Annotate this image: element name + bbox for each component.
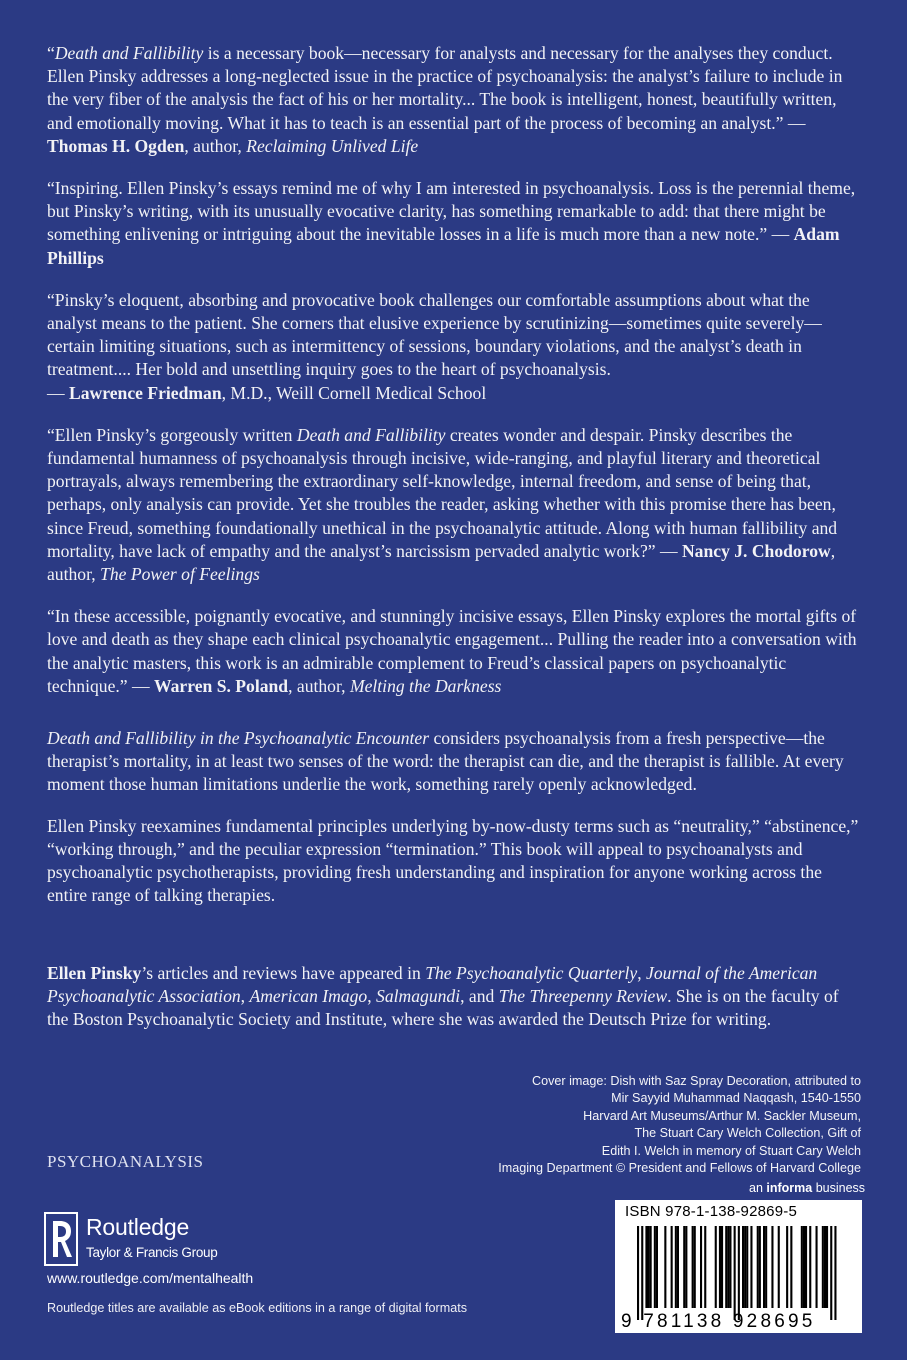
bio-text: . She is on the faculty of the Boston Psychoanalytic Society and Institute, where she was awarded the Deutsch Prize for writing. — [47, 986, 839, 1030]
informa-brand: informa — [766, 1181, 813, 1195]
journal-title: The Psychoanalytic Quarterly — [425, 963, 638, 983]
credit-line: Mir Sayyid Muhammad Naqqash, 1540-1550 — [611, 1091, 861, 1106]
barcode-bar — [650, 1226, 652, 1308]
barcode-bar — [809, 1226, 811, 1308]
journal-title: American Imago — [249, 986, 368, 1007]
credit-line: Imaging Department © President and Fellows of Harvard College — [498, 1161, 861, 1176]
endorsement-chodorow — [47, 424, 862, 586]
barcode-bar — [824, 1226, 826, 1308]
barcode-bar — [700, 1226, 702, 1308]
barcode-bar — [654, 1226, 656, 1308]
barcode-bar — [750, 1226, 752, 1308]
informa-pre: an — [749, 1181, 767, 1195]
barcode-bar — [725, 1226, 727, 1308]
informa-tagline — [749, 1181, 865, 1195]
publisher-group: Taylor & Francis Group — [86, 1245, 218, 1260]
barcode-bar — [771, 1226, 773, 1308]
barcode-bar — [719, 1226, 721, 1308]
barcode-bar — [721, 1226, 723, 1308]
book-title: Death and Fallibility — [54, 43, 204, 63]
barcode-bar — [685, 1226, 687, 1308]
barcode-bar — [742, 1226, 744, 1308]
routledge-r-icon — [44, 1212, 78, 1266]
barcode-bar — [727, 1226, 729, 1308]
barcode-bar — [778, 1226, 780, 1308]
barcode-bar — [683, 1226, 685, 1308]
endorsement-ogden — [47, 42, 862, 158]
publisher-url[interactable]: www.routledge.com/mentalhealth — [47, 1270, 254, 1286]
barcode-bar — [664, 1226, 666, 1308]
endorser-work: The Power of Feelings — [100, 564, 260, 585]
barcode-bar — [757, 1226, 759, 1308]
separator: , — [637, 963, 647, 983]
barcode-bar — [759, 1226, 761, 1308]
barcode-bar — [790, 1226, 792, 1308]
barcode-bar — [746, 1226, 748, 1308]
endorsement-text: “Inspiring. Ellen Pinsky’s essays remind me of why I am interested in psychoanalysis. Loss is the perennial theme, but Pinsky’s writing, with its unusually evocative clarity, has something remarkable to add: that there might be something enlivening or intriguing about the inevitable losses in a life is much more than a new note.” — — [47, 178, 856, 245]
endorsement-text: creates wonder and despair. Pinsky describes the fundamental humanness of psychoanalysis through incisive, wide-ranging, and playful literary and theoretical portrayals, always remembering the extraordinary self-knowledge, internal freedom, and sense of being that, perhaps, only analysis can provide. Yet she troubles the reader, asking whether with this promise there has been, since Freud, something foundationally unethical in the psychoanalytic attitude. Along with human fallibility and mortality, have lack of empathy and the analyst’s narcissism pervaded analytic work?” — — [47, 424, 838, 561]
barcode-bar — [826, 1226, 828, 1308]
routledge-logo — [44, 1212, 284, 1268]
endorsement-text: is a necessary book—necessary for analysts and necessary for the analyses they conduct. Ellen Pinsky addresses a long-neglected issue in the practice of psychoanalysis: the analyst’s failure to include in the very fiber of the analysis the fact of his or her mortality... The book is intelligent, honest, beautifully written, and emotionally moving. What it has to teach is an essential part of the process of becoming an analyst.” — — [47, 43, 843, 133]
barcode-bar — [738, 1226, 740, 1320]
journal-title: The Threepenny Review — [498, 986, 668, 1007]
endorsement-phillips — [47, 177, 862, 270]
open-quote: “ — [47, 43, 55, 63]
barcode-bar — [645, 1226, 647, 1308]
barcode-bar — [729, 1226, 731, 1308]
credit-line: Cover image: Dish with Saz Spray Decoration, attributed to — [532, 1074, 861, 1088]
barcode-bar — [744, 1226, 746, 1308]
endorsement-text: “In these accessible, poignantly evocative, and stunningly incisive essays, Ellen Pinsky explores the mortal gifts of love and death as they shape each clinical psychoanalytic engagement... Pulling the reader into a conversation with the analytic masters, this work is an admirable complement to Freud’s classical papers on psychoanalytic technique.” — — [47, 606, 857, 696]
endorser-dash: — — [47, 382, 69, 403]
barcode-digits: 9 781138 928695 — [621, 1311, 816, 1332]
journal-title: Journal of the American Psychoanalytic Association — [47, 963, 818, 1007]
barcode-bar — [637, 1226, 639, 1320]
separator: , — [367, 986, 377, 1007]
endorser-work: Reclaiming Unlived Life — [246, 135, 419, 156]
endorser-role: , author, — [288, 675, 350, 696]
barcode-bar — [803, 1226, 805, 1308]
bio-paragraph — [47, 962, 862, 1032]
barcode-bar — [641, 1226, 643, 1320]
credit-line: Edith I. Welch in memory of Stuart Cary Welch — [601, 1143, 861, 1158]
description-text: considers psychoanalysis from a fresh perspective—the therapist’s mortality, in at least two senses of the word: the therapist can die, and the therapist is fallible. At every moment those human limitations underlie the work, something rarely openly acknowledged. — [47, 728, 844, 795]
endorser-work: Melting the Darkness — [349, 675, 502, 696]
barcode-bar — [801, 1226, 803, 1308]
book-description — [47, 727, 862, 925]
barcode-bar — [763, 1226, 765, 1308]
endorser-role: , author, — [184, 135, 247, 156]
subject-category: PSYCHOANALYSIS — [47, 1152, 204, 1171]
barcode-bar — [816, 1226, 818, 1308]
barcode-bar — [675, 1226, 677, 1308]
barcode-bar — [822, 1226, 824, 1308]
barcode-bar — [694, 1226, 696, 1308]
barcode-bar — [704, 1226, 706, 1308]
credit-line: The Stuart Cary Welch Collection, Gift of — [634, 1126, 861, 1141]
endorser-name: Warren S. Poland — [154, 675, 289, 696]
endorsement-text: “Pinsky’s eloquent, absorbing and provocative book challenges our comfortable assumptions about what the analyst means to the patient. She corners that elusive experience by scrutinizing—sometimes quite severely—certain limiting situations, such as intermittency of sessions, boundary violations, and the analyst’s death in treatment.... Her bold and unsettling inquiry goes to the heart of psychoanalysis. — [47, 289, 822, 380]
barcode-bar — [656, 1226, 658, 1308]
full-book-title: Death and Fallibility in the Psychoanalytic Encounter — [47, 728, 430, 748]
endorser-name: Nancy J. Chodorow — [681, 540, 831, 561]
barcode-bar — [805, 1226, 807, 1308]
endorser-role: , M.D., Weill Cornell Medical School — [221, 382, 487, 403]
book-title: Death and Fallibility — [296, 424, 446, 445]
author-name: Ellen Pinsky — [47, 963, 142, 983]
barcode-bar — [765, 1226, 767, 1308]
ebook-note: Routledge titles are available as eBook editions in a range of digital formats — [47, 1301, 468, 1315]
endorsement-poland — [47, 605, 862, 698]
barcode-bar — [671, 1226, 673, 1308]
informa-post: business — [812, 1181, 866, 1195]
credit-line: Harvard Art Museums/Arthur M. Sackler Museum, — [583, 1108, 861, 1123]
endorser-role: , author, — [47, 540, 836, 585]
bio-text: ’s articles and reviews have appeared in — [141, 963, 426, 983]
barcode-bar — [692, 1226, 694, 1308]
barcode-bar — [834, 1226, 836, 1320]
barcode-bar — [786, 1226, 788, 1308]
cover-image-credit — [431, 1073, 861, 1177]
separator: , — [240, 986, 250, 1007]
barcode-bar — [677, 1226, 679, 1308]
publisher-name: Routledge — [86, 1214, 190, 1240]
isbn-barcode — [615, 1200, 862, 1333]
author-bio — [47, 962, 862, 1051]
endorser-name: Adam Phillips — [47, 224, 840, 268]
journal-title: Salmagundi — [376, 986, 461, 1007]
isbn-label: ISBN 978-1-138-92869-5 — [625, 1203, 798, 1220]
endorser-name: Thomas H. Ogden — [47, 135, 185, 156]
description-paragraph-2: Ellen Pinsky reexamines fundamental principles underlying by-now-dusty terms such as “neutrality,” “abstinence,” “working through,” and the peculiar expression “termination.” This book will appeal to psychoanalysts and psychoanalytic psychotherapists, providing fresh understanding and inspiration for anyone working across the entire range of talking therapies. — [47, 815, 859, 906]
endorsement-friedman — [47, 289, 862, 405]
barcode-bar — [648, 1226, 650, 1308]
barcode-bar — [734, 1226, 736, 1320]
endorsements — [47, 42, 862, 717]
barcode-bar — [830, 1226, 832, 1320]
endorsement-pre: “Ellen Pinsky’s gorgeously written — [47, 424, 297, 445]
description-paragraph-1 — [47, 727, 862, 797]
separator: , and — [460, 986, 499, 1007]
barcode-bar — [715, 1226, 717, 1308]
endorser-name: Lawrence Friedman — [69, 382, 222, 403]
